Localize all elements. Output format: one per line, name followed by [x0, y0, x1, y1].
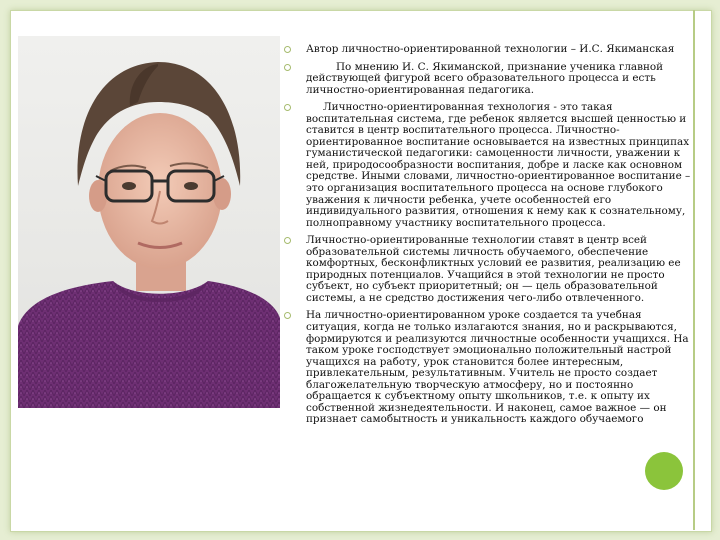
bullet-text: По мнению И. С. Якиманской, признание ученика главной действующей фигурой всего образовательного процесса и есть личностно-ориентированная педагогика.	[306, 60, 664, 96]
bullet-text: - это такая воспитательная система, где ребенок является высшей ценностью и ставится в центр воспитательного процесса. Личностно-ориентированное воспитание основывается на известных принципах гуманистической педагогики: самоценности личности, уважении к ней, природосообразности воспитания, добре и ласке как основном средстве. Иными словами, личностно-ориентированное воспитание – это организация воспитательного процесса на основе глубокого уважения к личности ребенка, учете особенностей его индивидуального развития, отношения к нему как к сознательному, полноправному участнику воспитательного процесса.	[306, 101, 691, 229]
hollow-circle-icon	[284, 237, 291, 244]
bullet-text: Личностно-ориентированные технологии ставят в центр всей образовательной системы личность обучаемого, обеспечение комфортных, бесконфликтных условий ее развития, реализацию ее природных потенциалов. Учащийся в этой технологии не просто субъект, но субъект приоритетный; он — цель образовательной системы, а не средство достижения чего-либо отвлеченного.	[306, 234, 681, 304]
green-circle-icon	[645, 452, 683, 490]
portrait-illustration	[18, 36, 280, 408]
hollow-circle-icon	[284, 104, 291, 111]
hollow-circle-icon	[284, 312, 291, 319]
bullet-list	[283, 44, 691, 432]
bullet-lead: Личностно-ориентированная технология	[323, 101, 551, 114]
right-divider	[693, 10, 695, 530]
hollow-circle-icon	[284, 64, 291, 71]
bullet-text: На личностно-ориентированном уроке создается та учебная ситуация, когда не только излагаются знания, но и раскрываются, формируются и реализуются личностные особенности учащихся. На таком уроке господствует эмоционально положительный настрой учащихся на работу, урок становится более интересным, привлекательным, результативным. Учитель не просто создает благожелательную творческую атмосферу, но и постоянно обращается к субъектному опыту школьников, т.е. к опыту их собственной жизнедеятельности. И наконец, самое важное — он признает самобытность и уникальность каждого обучаемого	[306, 309, 689, 426]
bullet-item	[283, 310, 691, 425]
bullet-item	[283, 44, 691, 56]
bullet-item	[283, 102, 691, 229]
portrait-photo	[18, 36, 280, 408]
bullet-text: Автор личностно-ориентированной технологии – И.С. Якиманская	[306, 43, 675, 55]
bullet-item	[283, 235, 691, 304]
hollow-circle-icon	[284, 46, 291, 53]
bullet-item	[283, 62, 691, 97]
